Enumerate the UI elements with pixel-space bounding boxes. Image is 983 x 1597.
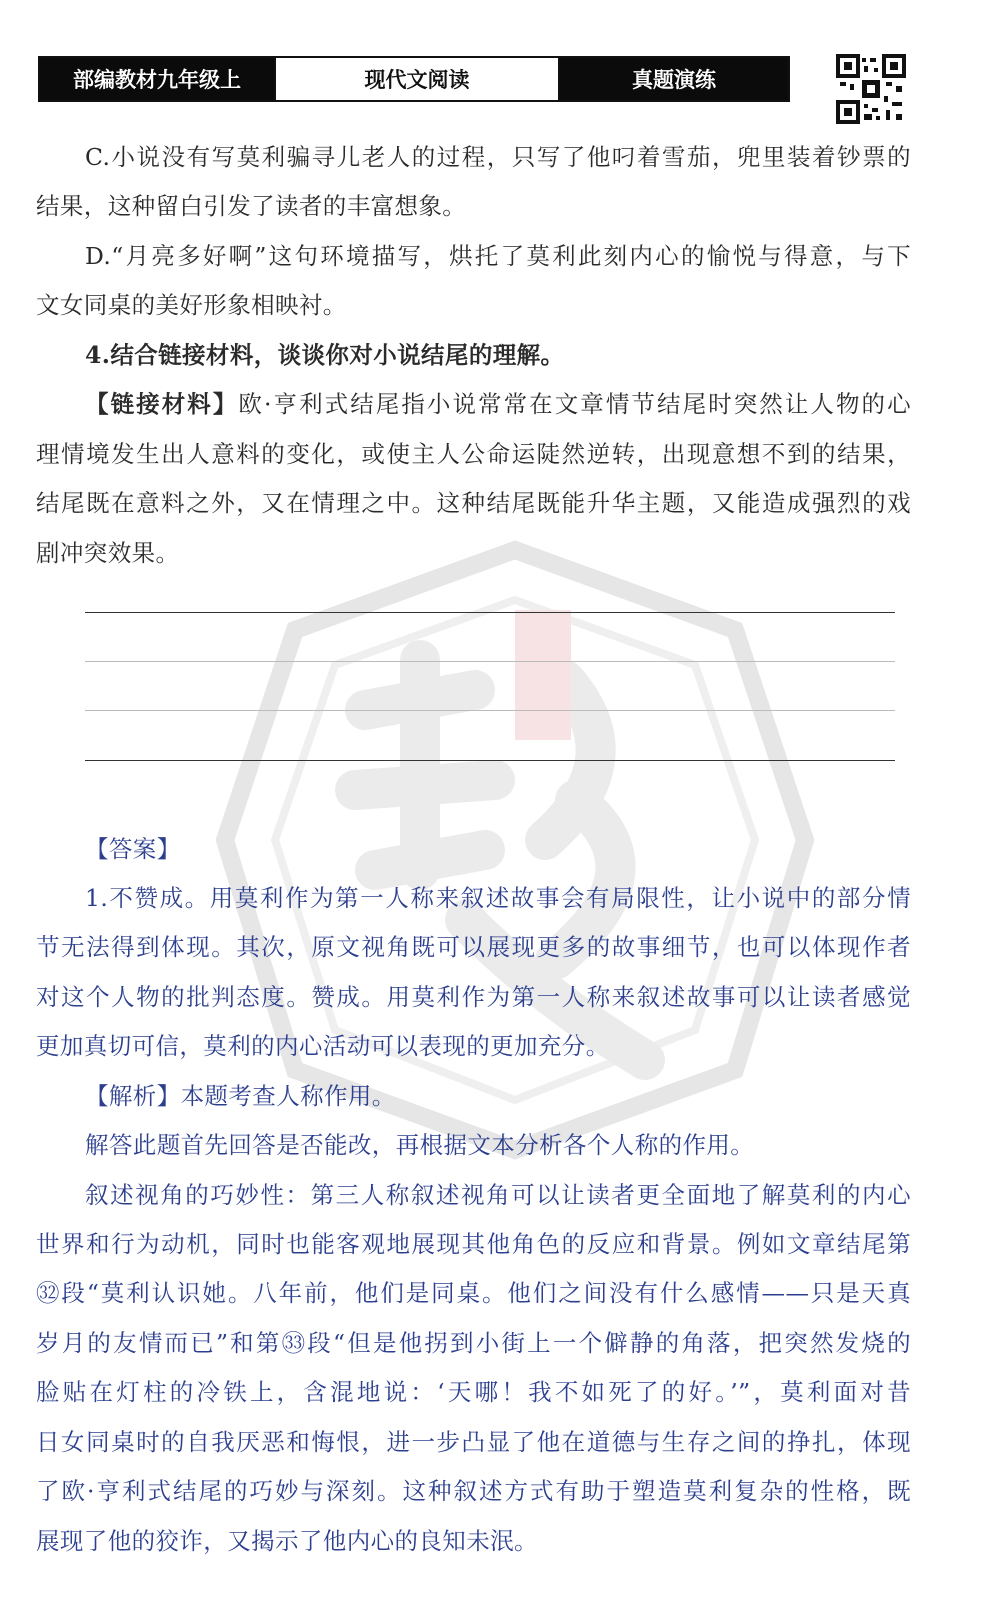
analysis-line6: 岁月的友情而已”和第㉝段“但是他拐到小街上一个僻静的角落，把突然发烧的	[36, 1329, 911, 1357]
analysis-line8: 日女同桌时的自我厌恶和悔恨，进一步凸显了他在道德与生存之间的挣扎，体现	[36, 1428, 911, 1456]
option-c-line2: 结果，这种留白引发了读者的丰富想象。	[36, 192, 467, 220]
answer-writing-line	[85, 661, 895, 662]
analysis-line1	[85, 1081, 911, 1111]
question-4-title: 4.结合链接材料，谈谈你对小说结尾的理解。	[85, 341, 565, 369]
analysis-line7: 脸贴在灯柱的冷铁上，含混地说：‘天哪！我不如死了的好。’”，莫利面对昔	[36, 1378, 911, 1406]
material-line4: 剧冲突效果。	[36, 539, 180, 567]
answer-writing-line	[85, 710, 895, 711]
material-text1: 欧·亨利式结尾指小说常常在文章情节结尾时突然让人物的心	[238, 390, 911, 418]
analysis-line9: 了欧·亨利式结尾的巧妙与深刻。这种叙述方式有助于塑造莫利复杂的性格，既	[36, 1477, 911, 1505]
analysis-line2: 解答此题首先回答是否能改，再根据文本分析各个人称的作用。	[85, 1131, 755, 1159]
option-c-line1: C.小说没有写莫利骗寻儿老人的过程，只写了他叼着雪茄，兜里装着钞票的	[85, 143, 911, 171]
header-bar	[38, 56, 790, 102]
material-line1	[85, 389, 911, 419]
header-grade: 部编教材九年级上	[40, 58, 274, 100]
qr-code-icon	[836, 54, 906, 124]
answer-writing-line	[85, 612, 895, 613]
analysis-label: 【解析】	[85, 1082, 181, 1110]
option-d-line2: 文女同桌的美好形象相映衬。	[36, 291, 347, 319]
answer-line2: 节无法得到体现。其次，原文视角既可以展现更多的故事细节，也可以体现作者	[36, 933, 911, 961]
material-label: 【链接材料】	[85, 390, 239, 418]
analysis-line10: 展现了他的狡诈，又揭示了他内心的良知未泯。	[36, 1527, 538, 1555]
analysis-line4: 世界和行为动机，同时也能客观地展现其他角色的反应和背景。例如文章结尾第	[36, 1230, 911, 1258]
analysis-line5: ㉜段“莫利认识她。八年前，他们是同桌。他们之间没有什么感情——只是天真	[36, 1279, 911, 1307]
analysis-line3: 叙述视角的巧妙性：第三人称叙述视角可以让读者更全面地了解莫利的内心	[85, 1181, 911, 1209]
answer-line3: 对这个人物的批判态度。赞成。用莫利作为第一人称来叙述故事可以让读者感觉	[36, 983, 911, 1011]
answer-writing-line	[85, 760, 895, 761]
header-practice: 真题演练	[560, 58, 788, 100]
analysis-topic: 本题考查人称作用。	[180, 1082, 396, 1110]
material-line2: 理情境发生出人意料的变化，或使主人公命运陡然逆转，出现意想不到的结果，	[36, 440, 911, 468]
answer-label: 【答案】	[85, 835, 181, 863]
header-section: 现代文阅读	[274, 58, 560, 100]
option-d-line1: D.“月亮多好啊”这句环境描写，烘托了莫利此刻内心的愉悦与得意，与下	[85, 242, 911, 270]
answer-line4: 更加真切可信，莫利的内心活动可以表现的更加充分。	[36, 1032, 610, 1060]
material-line3: 结尾既在意料之外，又在情理之中。这种结尾既能升华主题，又能造成强烈的戏	[36, 489, 911, 517]
answer-line1: 1.不赞成。用莫利作为第一人称来叙述故事会有局限性，让小说中的部分情	[85, 884, 911, 912]
